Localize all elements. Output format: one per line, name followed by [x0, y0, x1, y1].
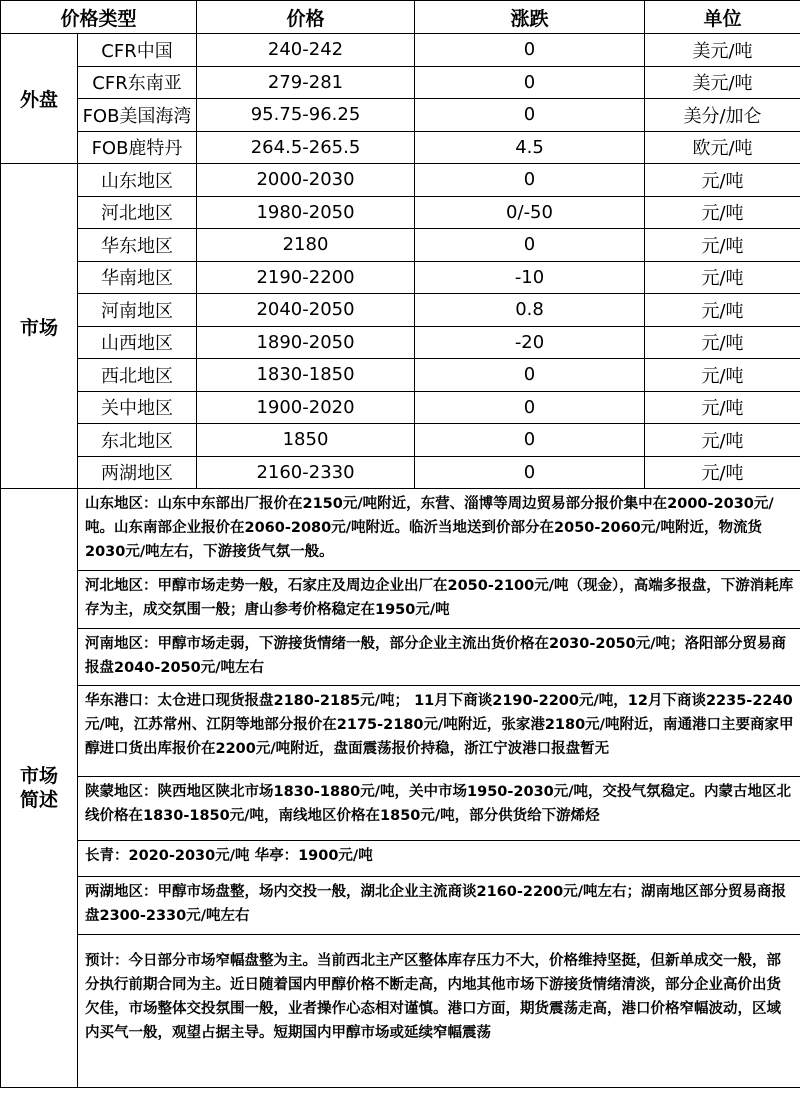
row-unit: 元/吨	[645, 456, 800, 489]
table-row	[1, 326, 800, 359]
row-unit: 欧元/吨	[645, 131, 800, 164]
row-change: -20	[415, 326, 645, 359]
table-row	[1, 391, 800, 424]
table-row	[1, 261, 800, 294]
row-unit: 元/吨	[645, 229, 800, 262]
row-unit: 元/吨	[645, 424, 800, 457]
row-unit: 元/吨	[645, 261, 800, 294]
row-price: 2190-2200	[197, 261, 415, 294]
summary-row	[1, 841, 800, 877]
row-unit: 美元/吨	[645, 34, 800, 67]
summary-note-hebei: 河北地区：甲醇市场走势一般，石家庄及周边企业出厂在2050-2100元/吨（现金），高端多报盘，下游消耗库存为主，成交氛围一般；唐山参考价格稳定在1950元/吨	[78, 571, 800, 629]
row-price: 2040-2050	[197, 294, 415, 327]
table-row	[1, 456, 800, 489]
table-row	[1, 294, 800, 327]
row-change: 0	[415, 424, 645, 457]
row-unit: 元/吨	[645, 326, 800, 359]
outer-market-label: 外盘	[1, 34, 78, 164]
row-name: 华南地区	[78, 261, 197, 294]
summary-note-lianghu: 两湖地区：甲醇市场盘整，场内交投一般，湖北企业主流商谈2160-2200元/吨左右；湖南地区部分贸易商报盘2300-2330元/吨左右	[78, 877, 800, 935]
summary-row	[1, 877, 800, 935]
summary-note-shaanxi-inner-mongolia: 陕蒙地区：陕西地区陕北市场1830-1880元/吨，关中市场1950-2030元/吨，交投气氛稳定。内蒙古地区北线价格在1830-1850元/吨，南线地区价格在1850元/吨，部分供货给下游烯烃	[78, 777, 800, 841]
summary-row	[1, 571, 800, 629]
row-price: 2180	[197, 229, 415, 262]
row-price: 1890-2050	[197, 326, 415, 359]
row-price: 279-281	[197, 66, 415, 99]
row-name: 河北地区	[78, 196, 197, 229]
row-unit: 元/吨	[645, 196, 800, 229]
row-change: 0	[415, 66, 645, 99]
row-change: -10	[415, 261, 645, 294]
table-row	[1, 34, 800, 67]
row-name: 两湖地区	[78, 456, 197, 489]
header-unit: 单位	[645, 1, 800, 34]
row-name: CFR东南亚	[78, 66, 197, 99]
table-row	[1, 229, 800, 262]
summary-row	[1, 686, 800, 777]
row-change: 0	[415, 391, 645, 424]
header-price-type: 价格类型	[1, 1, 197, 34]
table-row	[1, 131, 800, 164]
row-name: 河南地区	[78, 294, 197, 327]
market-summary-label-line2: 简述	[19, 789, 58, 811]
row-name: FOB美国海湾	[78, 99, 197, 132]
table-row	[1, 196, 800, 229]
row-name: FOB鹿特丹	[78, 131, 197, 164]
row-change: 0	[415, 164, 645, 197]
row-unit: 元/吨	[645, 294, 800, 327]
row-price: 1830-1850	[197, 359, 415, 392]
row-change: 0	[415, 229, 645, 262]
summary-note-east-china-port: 华东港口：太仓进口现货报盘2180-2185元/吨； 11月下商谈2190-2200元/吨，12月下商谈2235-2240元/吨，江苏常州、江阴等地部分报价在2175-2180元/吨附近，张家港2180元/吨附近，南通港口主要商家甲醇进口货出库报价在2200元/吨附近，盘面震荡报价持稳，浙江宁波港口报盘暂无	[78, 686, 800, 777]
row-price: 264.5-265.5	[197, 131, 415, 164]
row-unit: 美元/吨	[645, 66, 800, 99]
row-name: 关中地区	[78, 391, 197, 424]
row-name: 东北地区	[78, 424, 197, 457]
row-change: 0/-50	[415, 196, 645, 229]
summary-row	[1, 777, 800, 841]
row-price: 240-242	[197, 34, 415, 67]
row-price: 2000-2030	[197, 164, 415, 197]
row-change: 0.8	[415, 294, 645, 327]
row-unit: 美分/加仑	[645, 99, 800, 132]
row-price: 95.75-96.25	[197, 99, 415, 132]
row-unit: 元/吨	[645, 391, 800, 424]
market-summary-label-line1: 市场	[19, 765, 58, 787]
header-price: 价格	[197, 1, 415, 34]
summary-row	[1, 629, 800, 686]
row-price: 1850	[197, 424, 415, 457]
summary-note-forecast: 预计：今日部分市场窄幅盘整为主。当前西北主产区整体库存压力不大，价格维持坚挺，但新单成交一般，部分执行前期合同为主。近日随着国内甲醇价格不断走高，内地其他市场下游接货情绪清淡，部分企业高价出货欠佳，市场整体交投氛围一般，业者操作心态相对谨慎。港口方面，期货震荡走高，港口价格窄幅波动，区域内买气一般，观望占据主导。短期国内甲醇市场或延续窄幅震荡	[78, 935, 800, 1088]
header-change: 涨跌	[415, 1, 645, 34]
table-row	[1, 99, 800, 132]
header-row	[1, 1, 800, 34]
row-price: 2160-2330	[197, 456, 415, 489]
row-change: 0	[415, 34, 645, 67]
row-unit: 元/吨	[645, 359, 800, 392]
row-name: CFR中国	[78, 34, 197, 67]
row-name: 华东地区	[78, 229, 197, 262]
summary-row	[1, 935, 800, 1088]
summary-row	[1, 489, 800, 571]
row-name: 山西地区	[78, 326, 197, 359]
domestic-market-label: 市场	[1, 164, 78, 489]
row-name: 西北地区	[78, 359, 197, 392]
row-change: 4.5	[415, 131, 645, 164]
row-change: 0	[415, 99, 645, 132]
summary-note-shandong: 山东地区：山东中东部出厂报价在2150元/吨附近，东营、淄博等周边贸易部分报价集中在2000-2030元/吨。山东南部企业报价在2060-2080元/吨附近。临沂当地送到价部分在2050-2060元/吨附近，物流货2030元/吨左右，下游接货气氛一般。	[78, 489, 800, 571]
table-row	[1, 424, 800, 457]
table-row	[1, 66, 800, 99]
row-unit: 元/吨	[645, 164, 800, 197]
summary-note-henan: 河南地区：甲醇市场走弱，下游接货情绪一般，部分企业主流出货价格在2030-2050元/吨；洛阳部分贸易商报盘2040-2050元/吨左右	[78, 629, 800, 686]
summary-note-changqing-huating: 长青：2020-2030元/吨 华亭：1900元/吨	[78, 841, 800, 877]
table-row	[1, 164, 800, 197]
row-name: 山东地区	[78, 164, 197, 197]
row-change: 0	[415, 359, 645, 392]
table-row	[1, 359, 800, 392]
row-price: 1980-2050	[197, 196, 415, 229]
row-change: 0	[415, 456, 645, 489]
row-price: 1900-2020	[197, 391, 415, 424]
market-summary-label	[1, 489, 78, 1088]
